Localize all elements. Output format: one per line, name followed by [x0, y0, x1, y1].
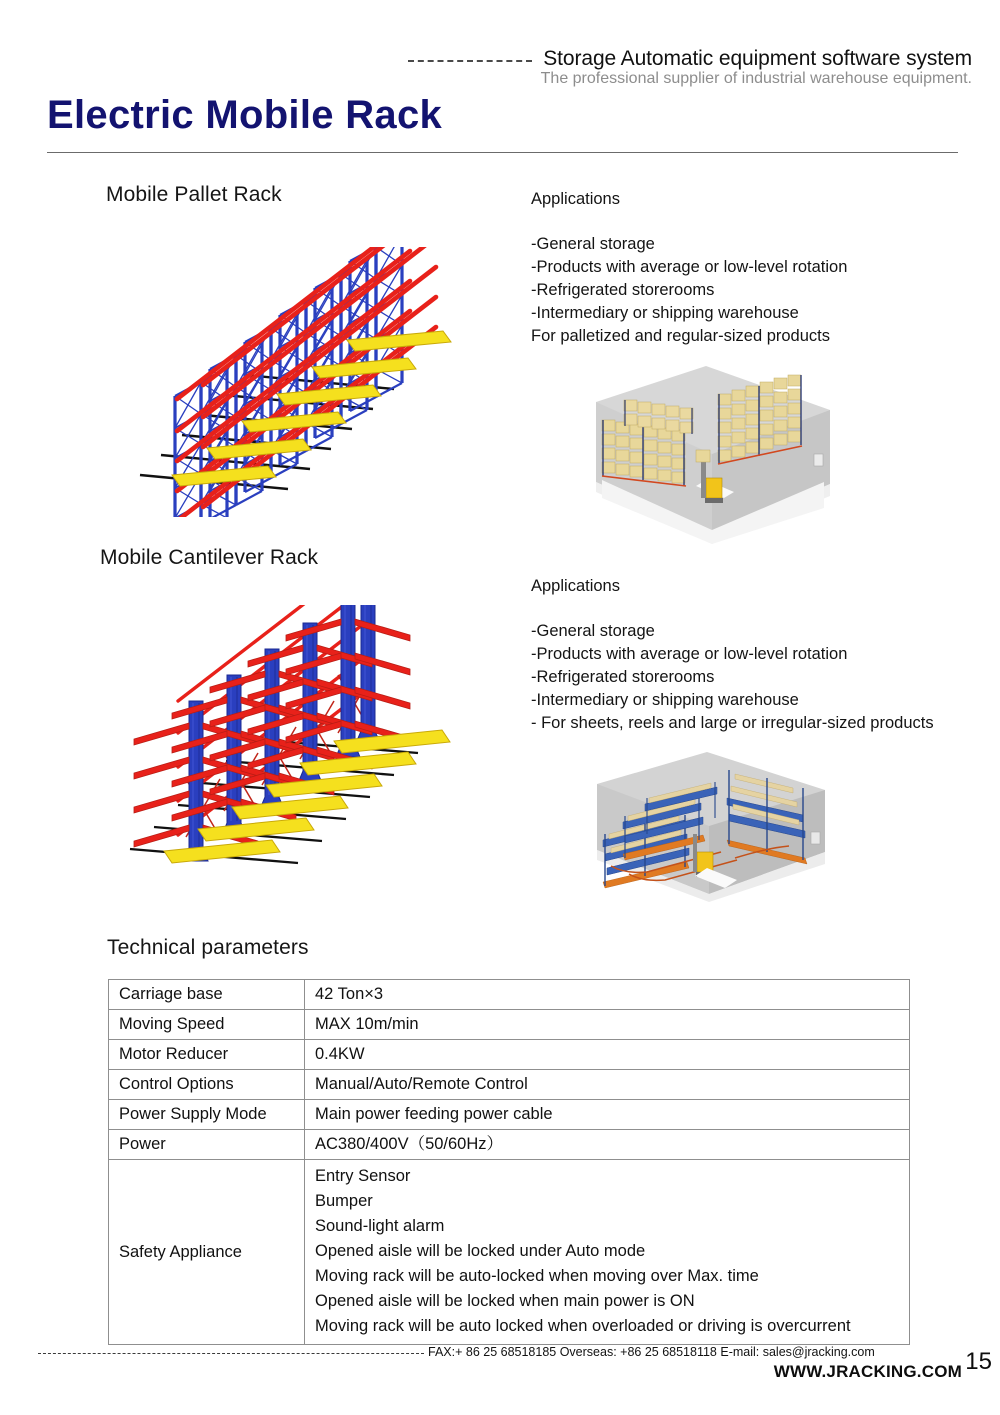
header-subtitle: The professional supplier of industrial warehouse equipment. — [540, 70, 972, 87]
title-divider — [47, 152, 958, 153]
application-item: -Products with average or low-level rotation — [531, 645, 848, 663]
table-row — [109, 980, 910, 1010]
section-heading-mobile-pallet-rack: Mobile Pallet Rack — [106, 183, 282, 206]
safety-appliance-list — [315, 1164, 909, 1339]
header-title: Storage Automatic equipment software system — [543, 47, 972, 70]
safety-item: Opened aisle will be locked under Auto mode — [315, 1242, 646, 1260]
safety-item: Sound-light alarm — [315, 1217, 445, 1235]
application-item: -Products with average or low-level rotation — [531, 258, 848, 276]
param-value: 0.4KW — [305, 1040, 910, 1070]
application-item: For palletized and regular-sized products — [531, 327, 830, 345]
header-dashed-rule — [408, 60, 532, 62]
param-value: 42 Ton×3 — [305, 980, 910, 1010]
applications-list-cantilever — [531, 620, 934, 735]
param-value: MAX 10m/min — [305, 1010, 910, 1040]
table-row-safety — [109, 1160, 910, 1345]
param-key: Power Supply Mode — [109, 1100, 305, 1130]
param-value-safety — [305, 1160, 910, 1345]
technical-parameters-table — [108, 979, 910, 1345]
mobile-pallet-rack-diagram — [120, 247, 490, 517]
param-value: AC380/400V（50/60Hz） — [305, 1130, 910, 1160]
application-item: -Refrigerated storerooms — [531, 281, 715, 299]
mobile-cantilever-rack-warehouse-photo — [575, 748, 838, 903]
section-heading-technical-parameters: Technical parameters — [107, 936, 309, 959]
param-key: Control Options — [109, 1070, 305, 1100]
page-title: Electric Mobile Rack — [47, 93, 443, 137]
footer-contact-info: FAX:+ 86 25 68518185 Overseas: +86 25 68518118 E-mail: sales@jracking.com — [428, 1345, 875, 1359]
safety-item: Bumper — [315, 1192, 373, 1210]
applications-title-cantilever: Applications — [531, 577, 620, 595]
param-key-safety: Safety Appliance — [109, 1160, 305, 1345]
mobile-cantilever-rack-diagram — [118, 605, 493, 890]
application-item: -General storage — [531, 235, 655, 253]
footer-dashed-rule — [38, 1353, 424, 1354]
param-value: Manual/Auto/Remote Control — [305, 1070, 910, 1100]
table-row — [109, 1010, 910, 1040]
application-item: -General storage — [531, 622, 655, 640]
safety-item: Opened aisle will be locked when main power is ON — [315, 1292, 695, 1310]
applications-block-cantilever — [531, 575, 934, 735]
page-header — [0, 22, 1000, 87]
param-value: Main power feeding power cable — [305, 1100, 910, 1130]
mobile-pallet-rack-warehouse-photo — [578, 358, 838, 550]
application-item: -Intermediary or shipping warehouse — [531, 304, 799, 322]
table-row — [109, 1130, 910, 1160]
footer-website: WWW.JRACKING.COM — [773, 1362, 962, 1381]
applications-list-pallet — [531, 233, 847, 348]
applications-title-pallet: Applications — [531, 190, 620, 208]
table-row — [109, 1070, 910, 1100]
param-key: Moving Speed — [109, 1010, 305, 1040]
application-item: -Refrigerated storerooms — [531, 668, 715, 686]
param-key: Power — [109, 1130, 305, 1160]
application-item: - For sheets, reels and large or irregular-sized products — [531, 714, 934, 732]
application-item: -Intermediary or shipping warehouse — [531, 691, 799, 709]
section-heading-mobile-cantilever-rack: Mobile Cantilever Rack — [100, 546, 319, 569]
safety-item: Entry Sensor — [315, 1167, 411, 1185]
table-row — [109, 1100, 910, 1130]
applications-block-pallet — [531, 188, 847, 348]
safety-item: Moving rack will be auto-locked when moving over Max. time — [315, 1267, 759, 1285]
safety-item: Moving rack will be auto locked when overloaded or driving is overcurrent — [315, 1317, 851, 1335]
param-key: Carriage base — [109, 980, 305, 1010]
table-row — [109, 1040, 910, 1070]
param-key: Motor Reducer — [109, 1040, 305, 1070]
footer-page-number: 15 — [965, 1348, 992, 1375]
